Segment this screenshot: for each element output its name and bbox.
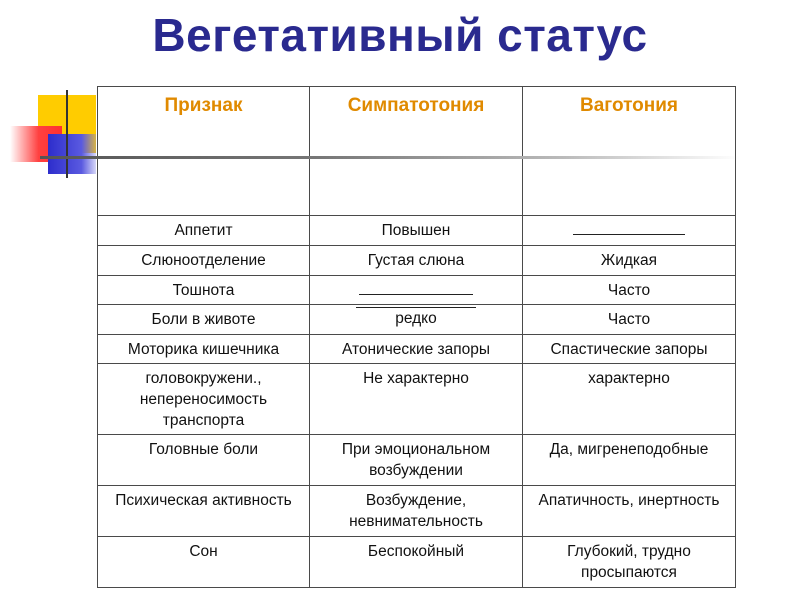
vegetative-status-table [97,86,736,588]
cell-vagotonia: Глубокий, трудно просыпаются [523,537,736,588]
cell-vagotonia: Часто [523,305,736,335]
table-row [98,335,736,364]
cell-vagotonia: характерно [523,364,736,435]
cell-vagotonia: Жидкая [523,246,736,276]
cell-sign: головокружени., непереносимость транспорта [98,364,310,435]
table-row [98,486,736,537]
decor-vertical-line [66,90,68,178]
cell-sign: Головные боли [98,435,310,486]
cell-vagotonia: Спастические запоры [523,335,736,364]
cell-sympathotonia: Атонические запоры [310,335,523,364]
cell-sign: Тошнота [98,276,310,305]
slide-title: Вегетативный статус [152,9,648,61]
decor-horizontal-line [40,156,740,159]
strike-line [356,307,476,308]
table-row [98,246,736,276]
cell-vagotonia: Апатичность, инертность [523,486,736,537]
table-row [98,435,736,486]
cell-sympathotonia-text: редко [395,310,437,327]
cell-vagotonia: Часто [523,276,736,305]
table-row [98,364,736,435]
cell-sign: Моторика кишечника [98,335,310,364]
cell-sign: Психическая активность [98,486,310,537]
cell-sympathotonia [310,305,523,335]
header-sympathotonia: Симпатотония [310,87,523,216]
cell-sympathotonia: При эмоциональном возбуждении [310,435,523,486]
cell-sign: Сон [98,537,310,588]
strike-line [573,234,685,235]
table-row [98,537,736,588]
table-row [98,305,736,335]
header-vagotonia: Ваготония [523,87,736,216]
header-sign: Признак [98,87,310,216]
cell-sympathotonia: Беспокойный [310,537,523,588]
cell-sign: Слюноотделение [98,246,310,276]
strike-line [359,294,473,295]
table-row [98,276,736,305]
cell-sympathotonia: Возбуждение, невнимательность [310,486,523,537]
cell-vagotonia-empty [523,216,736,246]
table-header-row [98,87,736,216]
cell-sympathotonia: Повышен [310,216,523,246]
cell-sympathotonia: Не характерно [310,364,523,435]
decor-blue-square [48,134,96,174]
table-row [98,216,736,246]
cell-sign: Аппетит [98,216,310,246]
cell-sign: Боли в животе [98,305,310,335]
cell-vagotonia: Да, мигренеподобные [523,435,736,486]
cell-sympathotonia: Густая слюна [310,246,523,276]
cell-sympathotonia-empty [310,276,523,305]
